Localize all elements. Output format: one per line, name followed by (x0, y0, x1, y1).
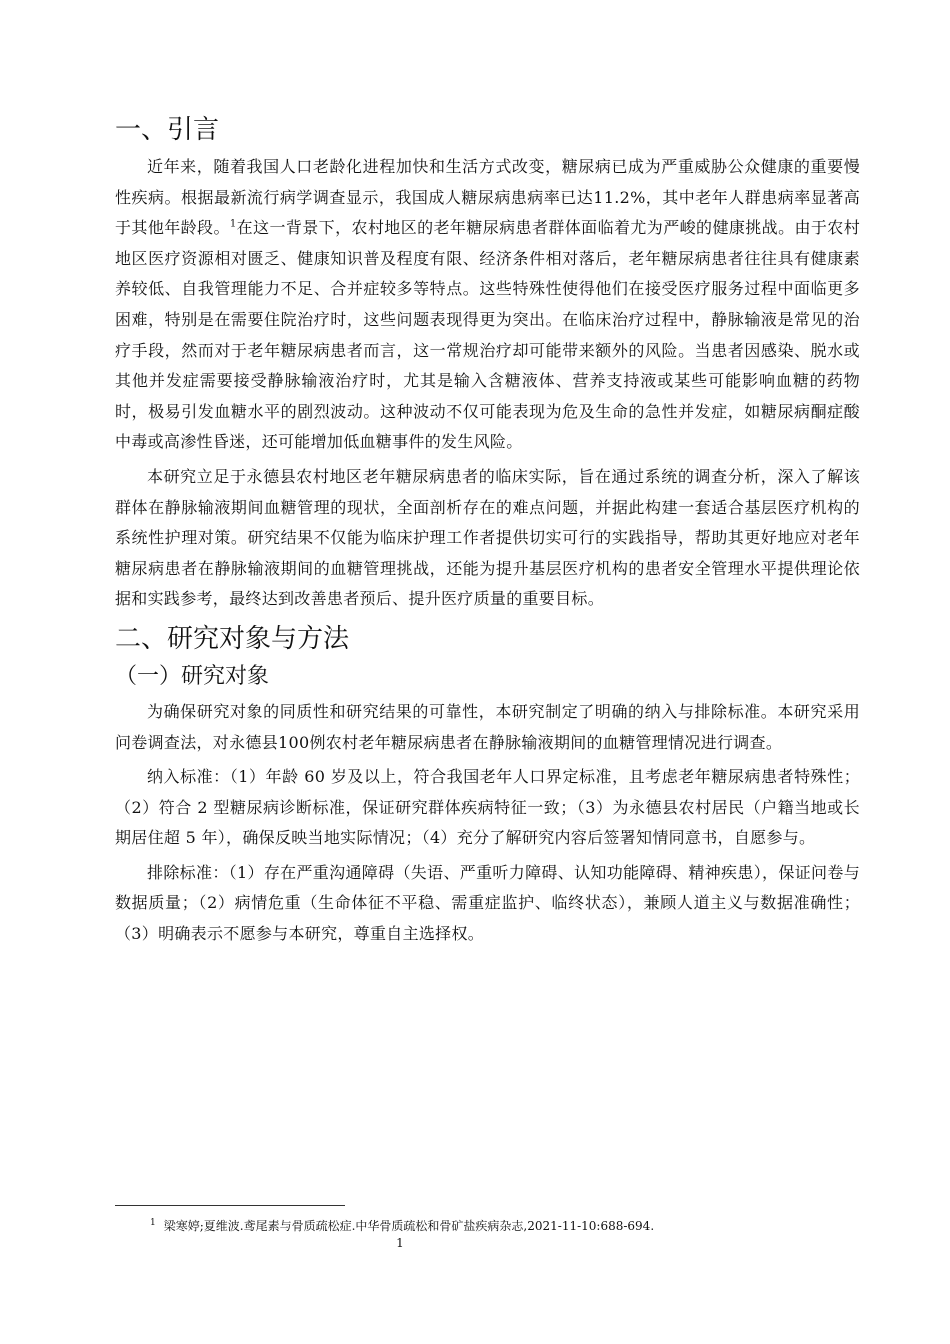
paragraph-exclusion-criteria: 排除标准：（1）存在严重沟通障碍（失语、严重听力障碍、认知功能障碍、精神疾患），保证问卷与数据质量；（2）病情危重（生命体征不平稳、需重症监护、临终状态），兼顾人道主义与数据准确性；（3）明确表示不愿参与本研究，尊重自主选择权。 (115, 862, 860, 944)
page-body (115, 112, 860, 950)
paragraph-introduction-1 (115, 152, 860, 458)
paragraph-text: 近年来，随着我国人口老龄化进程加快和生活方式改变，糖尿病已成为严重威胁公众健康的重要慢性疾病。根据最新流行病学调查显示，我国成人糖尿病患病率已达11.2%，其中老年人群患病率显著高于其他年龄段。 (115, 157, 860, 238)
page-number: 1 (396, 1236, 404, 1250)
footnote-reference[interactable]: 1 (229, 218, 237, 230)
section-heading-introduction: 一、引言 (115, 115, 220, 145)
footnote-mark: 1 (150, 1218, 156, 1228)
paragraph-text: 在这一背景下，农村地区的老年糖尿病患者群体面临着尤为严峻的健康挑战。由于农村地区医疗资源相对匮乏、健康知识普及程度有限、经济条件相对落后，老年糖尿病患者往往具有健康素养较低、自我管理能力不足、合并症较多等特点。这些特殊性使得他们在接受医疗服务过程中面临更多困难，特别是在需要住院治疗时，这些问题表现得更为突出。在临床治疗过程中，静脉输液是常见的治疗手段，然而对于老年糖尿病患者而言，这一常规治疗却可能带来额外的风险。当患者因感染、脱水或其他并发症需要接受静脉输液治疗时，尤其是输入含糖液体、营养支持液或某些可能影响血糖的药物时，极易引发血糖水平的剧烈波动。这种波动不仅可能表现为危及生命的急性并发症，如糖尿病酮症酸中毒或高渗性昏迷，还可能增加低血糖事件的发生风险。 (115, 218, 860, 452)
paragraph-inclusion-criteria: 纳入标准：（1）年龄 60 岁及以上，符合我国老年人口界定标准，且考虑老年糖尿病患者特殊性；（2）符合 2 型糖尿病诊断标准，保证研究群体疾病特征一致；（3）为永德县农村居民（户籍当地或长期居住超 5 年），确保反映当地实际情况；（4）充分了解研究内容后签署知情同意书，自愿参与。 (115, 767, 860, 848)
paragraph-subjects-1: 为确保研究对象的同质性和研究结果的可靠性，本研究制定了明确的纳入与排除标准。本研究采用问卷调查法，对永德县100例农村老年糖尿病患者在静脉输液期间的血糖管理情况进行调查。 (115, 701, 860, 752)
footnote (150, 1218, 850, 1234)
footnote-text: 梁寒婷;夏维波.鸢尾素与骨质疏松症.中华骨质疏松和骨矿盐疾病杂志,2021-11-10:688-694. (163, 1219, 655, 1233)
subsection-heading-subjects: （一）研究对象 (115, 663, 270, 689)
paragraph-introduction-2: 本研究立足于永德县农村地区老年糖尿病患者的临床实际，旨在通过系统的调查分析，深入了解该群体在静脉输液期间血糖管理的现状，全面剖析存在的难点问题，并据此构建一套适合基层医疗机构的系统性护理对策。研究结果不仅能为临床护理工作者提供切实可行的实践指导，帮助其更好地应对老年糖尿病患者在静脉输液期间的血糖管理挑战，还能为提升基层医疗机构的患者安全管理水平提供理论依据和实践参考，最终达到改善患者预后、提升医疗质量的重要目标。 (115, 466, 860, 609)
section-heading-subjects-methods: 二、研究对象与方法 (115, 623, 350, 654)
footnote-separator (115, 1205, 345, 1206)
